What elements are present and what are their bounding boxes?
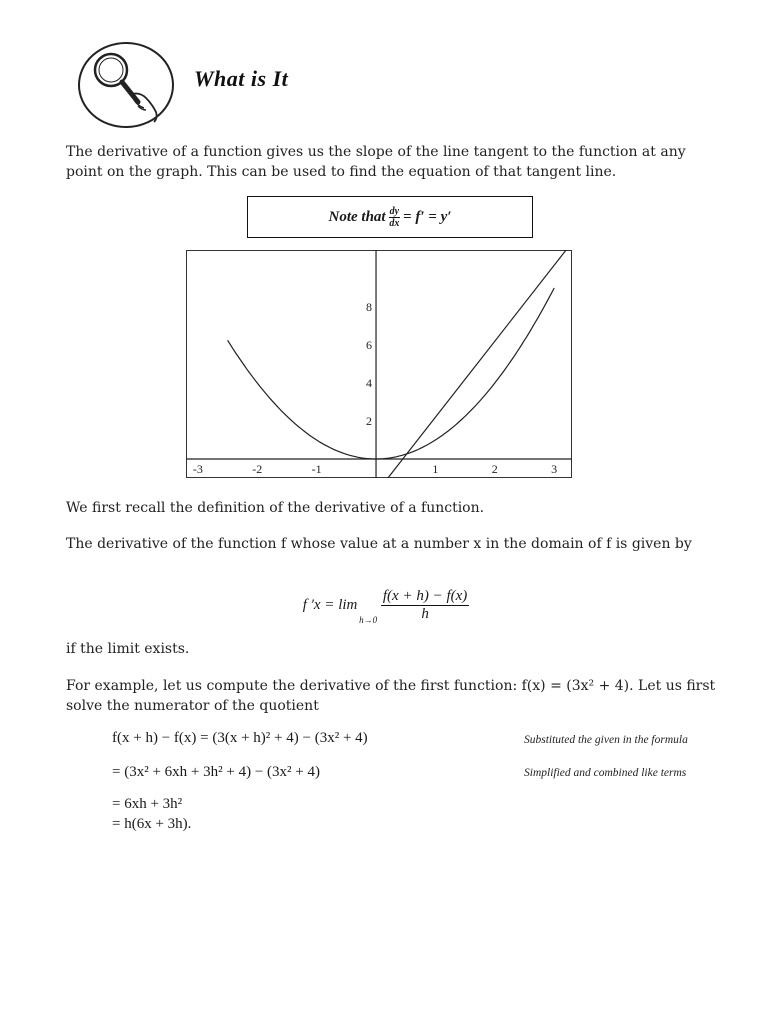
x-tick-label: 2 [491, 462, 498, 476]
x-tick-label: -2 [252, 462, 263, 476]
x-tick-label: -1 [311, 462, 322, 476]
x-tick-label: 1 [432, 462, 439, 476]
derivative-definition-equation [66, 588, 706, 625]
y-tick-label: 2 [366, 414, 373, 428]
y-tick-label: 6 [366, 338, 373, 352]
y-tick-label: 8 [366, 300, 373, 314]
dy-dx-fraction [389, 206, 400, 229]
quotient-numerator: f(x + h) − f(x) [382, 588, 468, 604]
limit-subscript: h→0 [359, 614, 378, 625]
limit-exists-note: if the limit exists. [66, 641, 190, 657]
fraction-numerator: dy [389, 205, 400, 217]
side-note-substituted: Substituted the given in the formula [524, 734, 688, 746]
work-line-3: = 6xh + 3h² [112, 796, 183, 812]
limit-lhs: f ′x = lim [302, 596, 358, 613]
tangent-line-chart [186, 250, 572, 478]
difference-quotient [381, 588, 469, 623]
y-tick-label: 4 [366, 376, 373, 390]
page-title: What is It [194, 66, 289, 91]
note-prefix: Note that [328, 208, 386, 225]
chart-frame [187, 251, 572, 478]
intro-paragraph: The derivative of a function gives us the slope of the line tangent to the function at any point on the graph. This can be used to find the equation of that tangent line. [66, 144, 686, 180]
tangent-line [388, 250, 566, 478]
work-line-4: = h(6x + 3h). [112, 816, 192, 832]
note-rhs: = f′ = y′ [403, 208, 452, 225]
work-line-1: f(x + h) − f(x) = (3(x + h)² + 4) − (3x² + 4) [112, 730, 368, 746]
example-paragraph: For example, let us compute the derivative of the first function: f(x) = (3x² + 4). Let us first solve the numerator of the quotient [66, 678, 716, 714]
recall-sentence: We first recall the definition of the derivative of a function. [66, 500, 485, 516]
note-box [247, 196, 533, 238]
magnifying-glass-hand-icon [76, 40, 176, 130]
side-note-simplified: Simplified and combined like terms [524, 767, 687, 779]
quotient-denominator: h [421, 606, 429, 622]
parabola-curve [228, 288, 555, 459]
work-line-2: = (3x² + 6xh + 3h² + 4) − (3x² + 4) [112, 764, 320, 780]
fraction-denominator: dx [389, 217, 400, 229]
definition-paragraph: The derivative of the function f whose value at a number x in the domain of f is given by [66, 536, 692, 552]
x-tick-label: 3 [551, 462, 558, 476]
x-tick-label: -3 [192, 462, 203, 476]
